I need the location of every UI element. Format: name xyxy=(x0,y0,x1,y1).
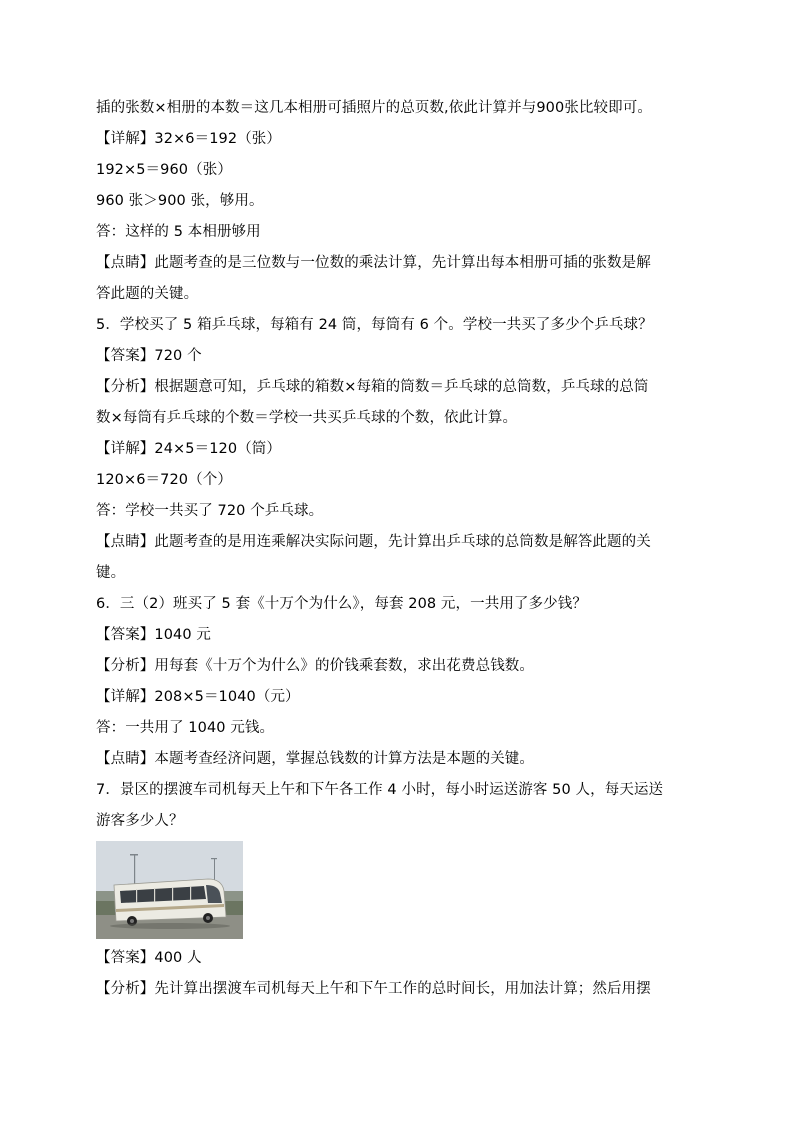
text-line: 【详解】32×6＝192（张） xyxy=(96,131,282,147)
text-line: 192×5＝960（张） xyxy=(96,162,232,178)
question-5: 5．学校买了 5 箱乒乓球，每箱有 24 筒，每筒有 6 个。学校一共买了多少个乒乓球？ xyxy=(96,317,653,333)
shuttle-bus-photo xyxy=(96,841,243,939)
document-page xyxy=(96,93,706,1005)
comment-line: 键。 xyxy=(96,565,126,581)
analysis-line: 【分析】先计算出摆渡车司机每天上午和下午工作的总时间长，用加法计算；然后用摆 xyxy=(96,981,651,997)
comment-line: 【点睛】本题考查经济问题，掌握总钱数的计算方法是本题的关键。 xyxy=(96,751,534,767)
detail-line: 【详解】24×5＝120（筒） xyxy=(96,441,282,457)
text-line: 答：这样的 5 本相册够用 xyxy=(96,224,261,240)
analysis-line: 【分析】用每套《十万个为什么》的价钱乘套数，求出花费总钱数。 xyxy=(96,658,534,674)
text-line: 960 张＞900 张，够用。 xyxy=(96,193,264,209)
reply-line: 答：学校一共买了 720 个乒乓球。 xyxy=(96,503,324,519)
text-line: 插的张数×相册的本数＝这几本相册可插照片的总页数,依此计算并与900张比较即可。 xyxy=(96,100,652,116)
answer-line: 【答案】1040 元 xyxy=(96,627,212,643)
detail-line: 120×6＝720（个） xyxy=(96,472,232,488)
detail-line: 【详解】208×5＝1040（元） xyxy=(96,689,300,705)
reply-line: 答：一共用了 1040 元钱。 xyxy=(96,720,275,736)
answer-line: 【答案】400 人 xyxy=(96,950,202,966)
question-7-cont: 游客多少人？ xyxy=(96,813,184,829)
question-6: 6．三（2）班买了 5 套《十万个为什么》，每套 208 元，一共用了多少钱？ xyxy=(96,596,587,612)
text-line: 答此题的关键。 xyxy=(96,286,199,302)
analysis-line: 【分析】根据题意可知，乒乓球的箱数×每箱的筒数＝乒乓球的总筒数，乒乓球的总筒 xyxy=(96,379,649,395)
question-7: 7．景区的摆渡车司机每天上午和下午各工作 4 小时，每小时运送游客 50 人，每天运送 xyxy=(96,782,664,798)
answer-line: 【答案】720 个 xyxy=(96,348,202,364)
analysis-line: 数×每筒有乒乓球的个数＝学校一共买乒乓球的个数，依此计算。 xyxy=(96,410,518,426)
comment-line: 【点睛】此题考查的是用连乘解决实际问题，先计算出乒乓球的总筒数是解答此题的关 xyxy=(96,534,651,550)
text-line: 【点睛】此题考查的是三位数与一位数的乘法计算，先计算出每本相册可插的张数是解 xyxy=(96,255,651,271)
